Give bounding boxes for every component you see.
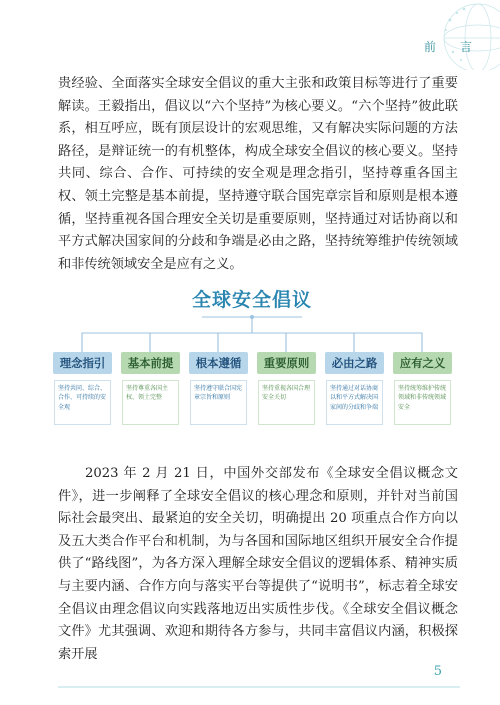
branch-card-2: 坚持遵守联合国宪章宗旨和原则 (190, 380, 247, 425)
branch-header-2: 根本遵循 (189, 352, 248, 374)
diagram-connectors (52, 285, 452, 355)
branch-header-5: 应有之义 (393, 352, 452, 374)
branch-header-1: 基本前提 (121, 352, 180, 374)
section-title: 前 言 (423, 40, 478, 54)
body-paragraph-1: 贵经验、全面落实全球安全倡议的重大主张和政策目标等进行了重要解读。王毅指出，倡议以“六个坚持”为核心要义。“六个坚持”彼此联系，相互呼应，既有顶层设计的宏观思维，又有解决实际问题的方法路径，是辩证统一的有机整体，构成全球安全倡议的核心要义。坚持共同、综合、合作、可持续的安全观是理念指引，坚持尊重各国主权、领土完整是基本前提，坚持遵守联合国宪章宗旨和原则是根本遵循，坚持重视各国合理安全关切是重要原则，坚持通过对话协商以和平方式解决国家间的分歧和争端是必由之路，坚持统筹维护传统领域和非传统领域安全是应有之义。 (58, 76, 458, 272)
page-number: 5 (433, 664, 442, 679)
diagram-title: 全球安全倡议 (191, 289, 312, 311)
branch-card-5: 坚持统筹维护传统领域和非传统领域安全 (394, 380, 451, 425)
branch-card-3: 坚持重视各国合理安全关切 (258, 380, 315, 425)
branch-header-0: 理念指引 (53, 352, 112, 374)
security-initiative-diagram (52, 285, 452, 425)
footer-divider (58, 686, 460, 688)
branch-header-3: 重要原则 (257, 352, 316, 374)
branch-card-0: 坚持共同、综合、合作、可持续的安全观 (54, 380, 111, 425)
body-paragraph-2: 2023 年 2 月 21 日，中国外交部发布《全球安全倡议概念文件》，进一步阐释了全球安全倡议的核心理念和原则，并针对当前国际社会最突出、最紧迫的安全关切，明确提出 20 项重点合作方向以及五大类合作平台和机制，为与各国和国际地区组织开展安全合作提供了“路线图”，为各方深入理解全球安全倡议的逻辑体系、精神实质与主要内涵、合作方向与落实平台等提供了“说明书”，标志着全球安全倡议由理念倡议向实践落地迈出实质性步伐。《全球安全倡议概念文件》尤其强调、欢迎和期待各方参与，共同丰富倡议内涵，积极探索开展 (58, 466, 458, 662)
branch-header-4: 必由之路 (325, 352, 384, 374)
branch-card-4: 坚持通过对话协商以和平方式解决国家间的分歧和争端 (326, 380, 383, 425)
header-globe-decoration (360, 0, 500, 70)
branch-card-1: 坚持尊重各国主权、领土完整 (122, 380, 179, 425)
